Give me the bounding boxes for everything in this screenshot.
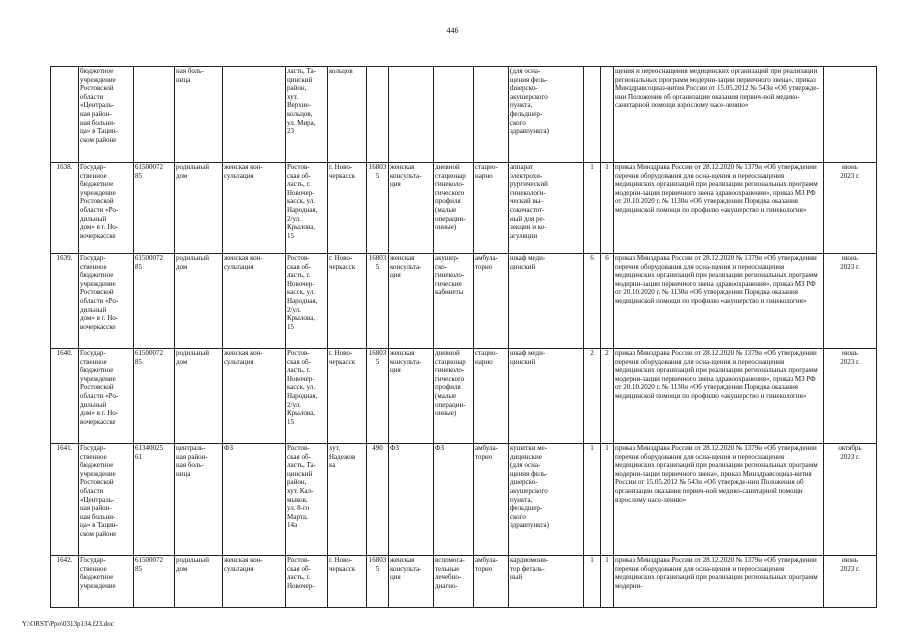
table-row — [51, 444, 877, 556]
equipment-cell: шкаф меди- цинский — [509, 349, 584, 444]
unit-cell: женская кон- сультация — [223, 556, 286, 608]
service-cell: дневной стационар гинеколо- гического профиля (малые операции- онные) — [434, 163, 474, 254]
legal-basis-cell: щения и переоснащения медицинских организаций при реализации региональных программ модерни-зации первичного звена», приказ Минздравсоциаз-вития России от 15.05.2012 № 543н «Об утвержде-нии Положения об организации оказания первич-ной медико-санитарной помощи взрослому насе-лению» — [614, 67, 824, 163]
institution-type-cell: ная боль- ница — [175, 67, 223, 163]
address-cell: Ростов- ская об- ласть, г. Новочер- касск, ул. Народная, 2/ул. Крылова, 15 — [286, 254, 328, 349]
legal-basis-cell: приказ Минздрава России от 28.12.2020 № 1379н «Об утверждении перечня оборудования для осна-щения и переоснащения медицинских организаций при реализации региональных программ модерни-зации первичного звена здравоохранения», приказ МЗ РФ от 20.10.2020 г. № 1130н «Об утверждении Порядка оказания медицинской помощи по профилю «акушерство и гинекология» — [614, 163, 824, 254]
table-row — [51, 349, 877, 444]
institution-cell: Государ- ственное бюджетное учреждение — [79, 556, 134, 608]
date-cell: октябрь 2023 г. — [824, 444, 877, 556]
equipment-table — [50, 66, 877, 608]
table-row — [51, 254, 877, 349]
locality-cell: кольцов — [328, 67, 367, 163]
locality-cell: хут. Надежов ка — [328, 444, 367, 556]
oktmo-cell — [367, 67, 389, 163]
legal-basis-cell: приказ Минздрава России от 28.12.2020 № 1379н «Об утверждении перечня оборудования для осна-щения и переоснащения медицинских организаций при реализации региональных программ модерни-зации первичного звена», приказ Минздравсоциаз-вития России от 15.05.2012 № 543н «Об утвержде-нии Положения об организации оказания первич-ной медико-санитарной помощи взрослому насе-лению» — [614, 444, 824, 556]
unit-cell: женская кон- сультация — [223, 254, 286, 349]
unit-cell: женская кон- сультация — [223, 349, 286, 444]
care-form-cell: стацио- нарно — [474, 163, 509, 254]
oktmo-cell: 16803 5 — [367, 556, 389, 608]
code-cell: 61500072 85 — [134, 254, 175, 349]
address-cell: Ростов- ская об- ласть, Та- цинский район, хут. Кал- мыков, ул. 8-го Марта, 14а — [286, 444, 328, 556]
row-number-cell: 1640. — [51, 349, 79, 444]
quantity-cell: 6 — [584, 254, 601, 349]
equipment-cell: кардиомони- тор феталь- ный — [509, 556, 584, 608]
oktmo-cell: 16803 5 — [367, 163, 389, 254]
legal-basis-cell: приказ Минздрава России от 28.12.2020 № 1379н «Об утверждении перечня оборудования для осна-щения и переоснащения медицинских организаций при реализации региональных программ модерни-зации первичного звена здравоохранения», приказ МЗ РФ от 20.10.2020 г. № 1130н «Об утверждении Порядка оказания медицинской помощи по профилю «акушерство и гинекология» — [614, 254, 824, 349]
code-cell: 61500072 85 — [134, 349, 175, 444]
date-cell: июнь 2023 г. — [824, 254, 877, 349]
address-cell: Ростов- ская об- ласть, г. Новочер- касск, ул. Народная, 2/ул. Крылова, 15 — [286, 349, 328, 444]
address-cell: Ростов- ская об- ласть, г. Новочер- — [286, 556, 328, 608]
profile-cell: женская консульта- ция — [389, 163, 434, 254]
service-cell: ФЗ — [434, 444, 474, 556]
code-cell: 61340025 61 — [134, 444, 175, 556]
care-form-cell: амбула- торно — [474, 444, 509, 556]
institution-cell: бюджетное учреждение Ростовской области «Централь- ная район- ная больни- ца» в Тацин- ском районе — [79, 67, 134, 163]
quantity-total-cell: 1 — [601, 444, 614, 556]
profile-cell: женская консульта- ция — [389, 556, 434, 608]
locality-cell: г. Ново- черкасск — [328, 163, 367, 254]
date-cell — [824, 67, 877, 163]
page-number: 446 — [446, 26, 459, 35]
row-number-cell: 1639. — [51, 254, 79, 349]
equipment-cell: шкаф меди- цинский — [509, 254, 584, 349]
care-form-cell — [474, 67, 509, 163]
quantity-total-cell — [601, 67, 614, 163]
institution-type-cell: родильный дом — [175, 254, 223, 349]
code-cell: 61500072 85 — [134, 163, 175, 254]
institution-cell: Государ- ственное бюджетное учреждение Ростовской области «Ро- дильный дом» в г. Но- вочеркасске — [79, 163, 134, 254]
quantity-cell — [584, 67, 601, 163]
quantity-total-cell: 1 — [601, 163, 614, 254]
quantity-total-cell: 2 — [601, 349, 614, 444]
code-cell — [134, 67, 175, 163]
locality-cell: г. Ново- черкасск — [328, 556, 367, 608]
care-form-cell: амбула- торно — [474, 556, 509, 608]
institution-cell: Государ- ственное бюджетное учреждение Ростовской области «Централь- ная район- ная больни- ца» в Тацин- ском районе — [79, 444, 134, 556]
care-form-cell: стацио- нарно — [474, 349, 509, 444]
institution-type-cell: родильный дом — [175, 556, 223, 608]
locality-cell: г. Ново- черкасск — [328, 349, 367, 444]
table-row — [51, 67, 877, 163]
unit-cell: женская кон- сультация — [223, 163, 286, 254]
institution-cell: Государ- ственное бюджетное учреждение Ростовской области «Ро- дильный дом» в г. Но- вочеркасске — [79, 349, 134, 444]
address-cell: Ростов- ская об- ласть, г. Новочер- касск, ул. Народная, 2/ул. Крылова, 15 — [286, 163, 328, 254]
oktmo-cell: 16803 5 — [367, 254, 389, 349]
institution-type-cell: родильный дом — [175, 349, 223, 444]
table-row — [51, 556, 877, 608]
institution-type-cell: централь- ная район- ная боль- ница — [175, 444, 223, 556]
service-cell: дневной стационар гинеколо- гического профиля (малые операции- онные) — [434, 349, 474, 444]
footer-file-path: Y:\ORST\Ppo\0313p134.f23.doc — [22, 620, 114, 628]
row-number-cell: 1641. — [51, 444, 79, 556]
code-cell: 61500072 85 — [134, 556, 175, 608]
oktmo-cell: 16803 5 — [367, 349, 389, 444]
table-row — [51, 163, 877, 254]
unit-cell: ФЗ — [223, 444, 286, 556]
profile-cell: женская консульта- ция — [389, 349, 434, 444]
date-cell: июнь 2023 г. — [824, 163, 877, 254]
legal-basis-cell: приказ Минздрава России от 28.12.2020 № 1379н «Об утверждении перечня оборудования для осна-щения и переоснащения медицинских организаций при реализации региональных программ модерни-зации первичного звена здравоохранения», приказ МЗ РФ от 20.10.2020 г. № 1130н «Об утверждении Порядка оказания медицинской помощи по профилю «акушерство и гинекология» — [614, 349, 824, 444]
institution-type-cell: родильный дом — [175, 163, 223, 254]
service-cell — [434, 67, 474, 163]
profile-cell: ФЗ — [389, 444, 434, 556]
equipment-cell: кушетки ме- дицинские (для осна- щения фель- дшерско- акушерского пункта, фельдшер- ского здравпункта) — [509, 444, 584, 556]
row-number-cell — [51, 67, 79, 163]
institution-cell: Государ- ственное бюджетное учреждение Ростовской области «Ро- дильный дом» в г. Но- вочеркасске — [79, 254, 134, 349]
row-number-cell: 1638. — [51, 163, 79, 254]
equipment-cell: аппарат электрохи- рургический гинекологи- ческий вы- сокочастот- ный для ре- зекции и ко- агуляции — [509, 163, 584, 254]
quantity-total-cell: 6 — [601, 254, 614, 349]
care-form-cell: амбула- торно — [474, 254, 509, 349]
quantity-cell: 2 — [584, 349, 601, 444]
oktmo-cell: 490 — [367, 444, 389, 556]
profile-cell: женская консульта- ция — [389, 254, 434, 349]
profile-cell — [389, 67, 434, 163]
quantity-cell: 1 — [584, 556, 601, 608]
service-cell: вспомога- тельные лечебно- диагно- — [434, 556, 474, 608]
legal-basis-cell: приказ Минздрава России от 28.12.2020 № 1379н «Об утверждении перечня оборудования для осна-щения и переоснащения медицинских организаций при реализации региональных программ модерни- — [614, 556, 824, 608]
address-cell: ласть, Та- цинский район, хут. Верхне- кольцов, ул. Мира, 23 — [286, 67, 328, 163]
quantity-total-cell: 1 — [601, 556, 614, 608]
row-number-cell: 1642. — [51, 556, 79, 608]
unit-cell — [223, 67, 286, 163]
quantity-cell: 1 — [584, 444, 601, 556]
date-cell: июнь 2023 г. — [824, 556, 877, 608]
locality-cell: г. Ново- черкасск — [328, 254, 367, 349]
equipment-cell: (для осна- щения фель- dшерско- акушерского пункта, фельдшер- ского здравпункта) — [509, 67, 584, 163]
quantity-cell: 1 — [584, 163, 601, 254]
service-cell: акушер- ско- гинеколо- гические кабинеты — [434, 254, 474, 349]
date-cell: июнь 2023 г. — [824, 349, 877, 444]
